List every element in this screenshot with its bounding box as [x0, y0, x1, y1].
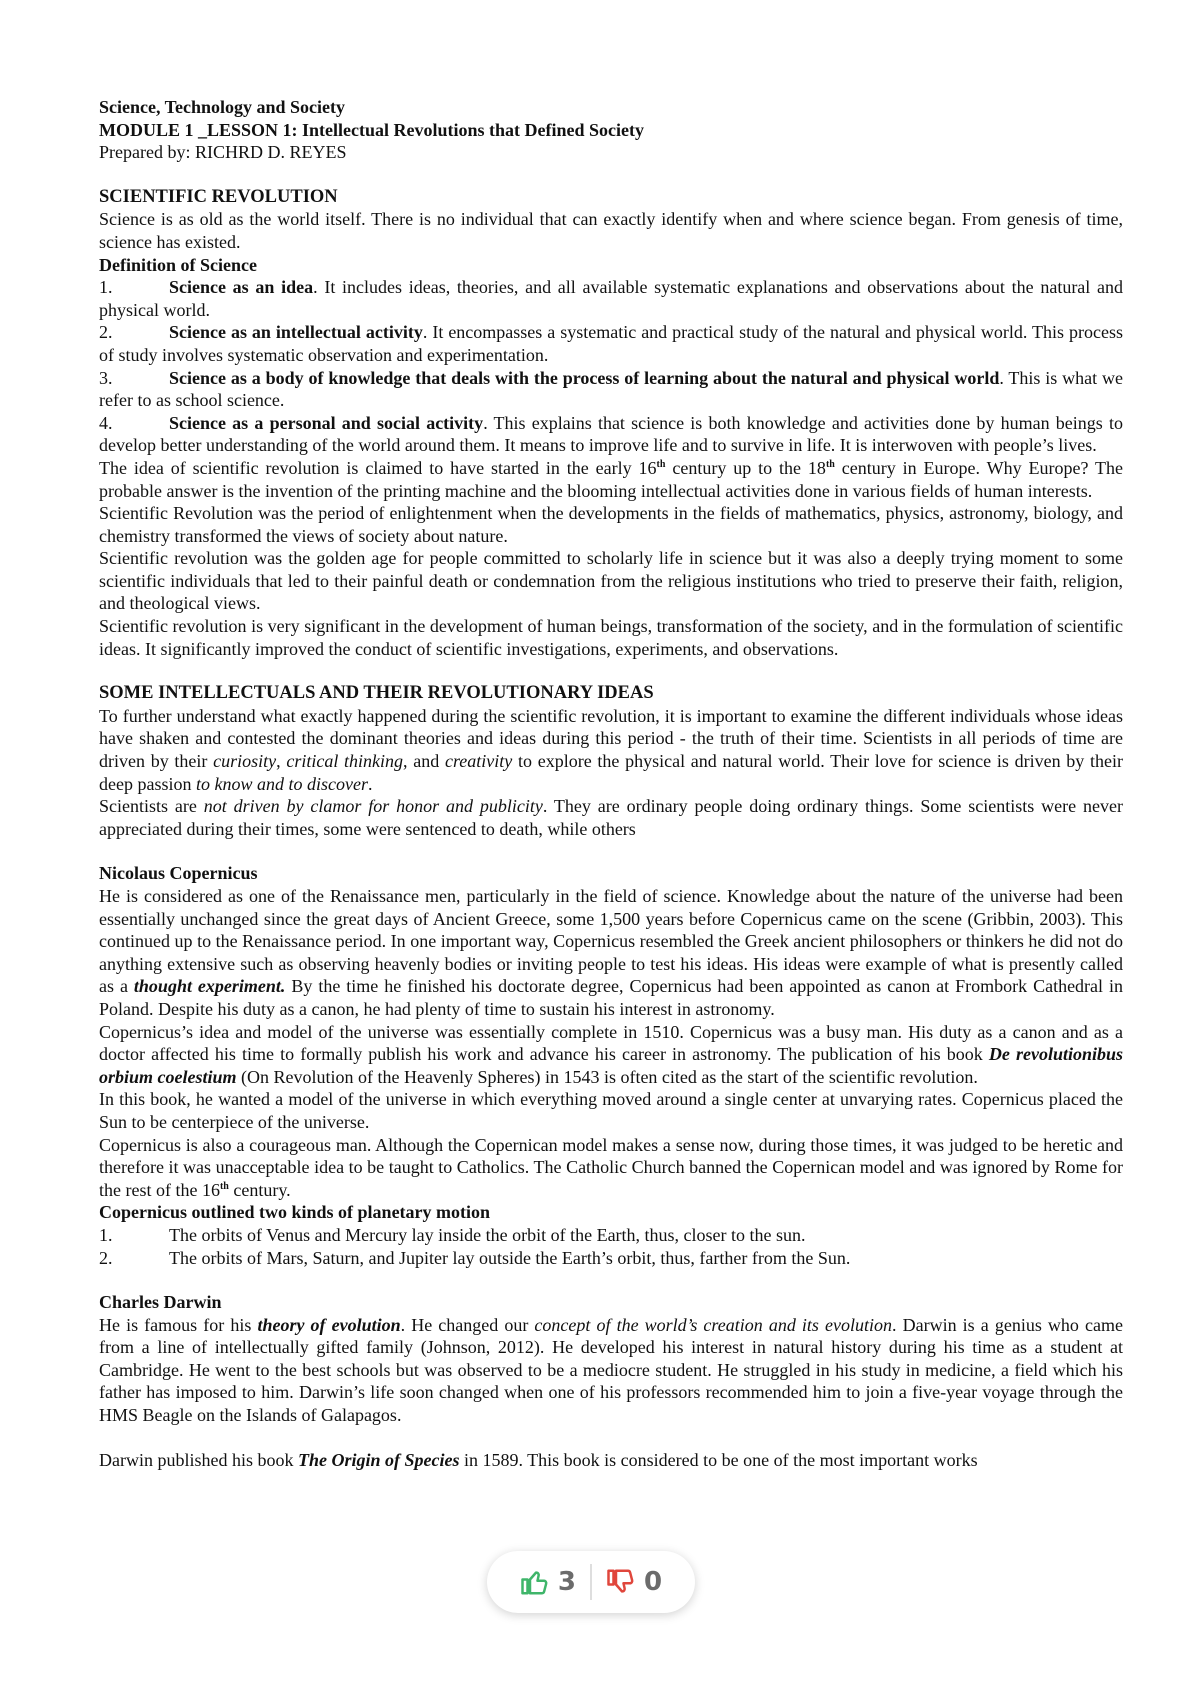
section-title-intellectuals: SOME INTELLECTUALS AND THEIR REVOLUTIONARY IDEAS	[99, 683, 654, 704]
definition-item: 1. Science as an idea. It includes ideas, theories, and all available systematic explanations and observations about the natural and physical world.	[99, 277, 1123, 320]
downvote-count: 0	[644, 1567, 663, 1597]
subsection-title-darwin: Charles Darwin	[99, 1292, 222, 1313]
upvote-count: 3	[557, 1567, 576, 1597]
paragraph: Scientific revolution was the golden age for people committed to scholarly life in science but it was also a deeply trying moment to some scientific individuals that led to their painful death or condemnation from the religious institutions who tried to preserve their faith, religion, and theological views.	[99, 548, 1123, 614]
paragraph: Scientists are not driven by clamor for honor and publicity. They are ordinary people doing ordinary things. Some scientists were never appreciated during their times, some were sentenced to death, while others	[99, 796, 1123, 839]
thumbs-up-icon	[520, 1567, 550, 1597]
paragraph: Darwin published his book The Origin of Species in 1589. This book is considered to be one of the most important works	[99, 1449, 978, 1470]
module-title: MODULE 1 _LESSON 1: Intellectual Revolutions that Defined Society	[99, 119, 645, 140]
paragraph: Copernicus is also a courageous man. Although the Copernican model makes a sense now, during those times, it was judged to be heretic and therefore it was unacceptable idea to be taught to Catholics. The Catholic Church banned the Copernican model and was ignored by Rome for the rest of the 16th century.	[99, 1134, 1123, 1200]
thumbs-down-icon	[606, 1567, 636, 1597]
upvote-button[interactable]	[506, 1567, 590, 1597]
paragraph: Copernicus’s idea and model of the universe was essentially complete in 1510. Copernicus was a busy man. His duty as a canon and as a doctor affected his time to formally publish his work and advance his career in astronomy. The publication of his book De revolutionibus orbium coelestium (On Revolution of the Heavenly Spheres) in 1543 is often cited as the start of the scientific revolution.	[99, 1021, 1124, 1087]
motion-heading: Copernicus outlined two kinds of planetary motion	[99, 1202, 491, 1223]
section-title-scientific-revolution: SCIENTIFIC REVOLUTION	[99, 186, 338, 207]
definition-item: 4. Science as a personal and social activity. This explains that science is both knowledge and activities done by human beings to develop better understanding of the world around them. It means to improve life and to survive in life. It is interwoven with people’s lives.	[99, 412, 1123, 456]
paragraph: He is considered as one of the Renaissance men, particularly in the field of science. Knowledge about the nature of the universe had been essentially unchanged since the great days of Ancient Greece, some 1,500 years before Copernicus came on the scene (Gribbin, 2003). This continued up to the Renaissance period. In one important way, Copernicus resembled the Greek ancient philosophers or thinkers he did not do anything extensive such as observing heavenly bodies or inviting people to test his ideas. His ideas were example of what is presently called as a thought experiment. By the time he finished his doctorate degree, Copernicus had been appointed as canon at Frombork Cathedral in Poland. Despite his duty as a canon, he had plenty of time to sustain his interest in astronomy.	[99, 886, 1124, 1019]
vote-widget	[487, 1551, 695, 1613]
definition-heading: Definition of Science	[99, 254, 257, 275]
paragraph: Scientific revolution is very significant in the development of human beings, transformation of the society, and in the formulation of scientific ideas. It significantly improved the conduct of scientific investigations, experiments, and observations.	[99, 616, 1123, 659]
paragraph: In this book, he wanted a model of the universe in which everything moved around a single center at unvarying rates. Copernicus placed the Sun to be centerpiece of the universe.	[99, 1089, 1123, 1132]
definition-item: 2. Science as an intellectual activity. It encompasses a systematic and practical study of the natural and physical world. This process of study involves systematic observation and experimentation.	[99, 322, 1123, 365]
paragraph: Scientific Revolution was the period of enlightenment when the developments in the fields of mathematics, physics, astronomy, biology, and chemistry transformed the views of society about nature.	[99, 503, 1123, 546]
paragraph: He is famous for his theory of evolution. He changed our concept of the world’s creation and its evolution. Darwin is a genius who came from a line of intellectually gifted family (Johnson, 2012). He developed his interest in natural history during his time as a student at Cambridge. He went to the best schools but was observed to be a mediocre student. He struggled in his study in medicine, a field which his father has imposed to him. Darwin’s life soon changed when one of his professors recommended him to join a five-year voyage through the HMS Beagle on the Islands of Galapagos.	[99, 1314, 1123, 1426]
definition-item: 3. Science as a body of knowledge that deals with the process of learning about the natural and physical world. This is what we refer to as school science.	[99, 367, 1123, 411]
paragraph: To further understand what exactly happened during the scientific revolution, it is important to examine the different individuals whose ideas have shaken and contested the dominant theories and ideas during this period - the truth of their time. Scientists in all periods of time are driven by their curiosity, critical thinking, and creativity to explore the physical and natural world. Their love for science is driven by their deep passion to know and to discover.	[99, 705, 1123, 794]
paragraph: Science is as old as the world itself. There is no individual that can exactly identify when and where science began. From genesis of time, science has existed.	[99, 209, 1123, 252]
subsection-title-copernicus: Nicolaus Copernicus	[99, 863, 258, 884]
document-page	[99, 96, 1123, 1471]
motion-item: 1. The orbits of Venus and Mercury lay inside the orbit of the Earth, thus, closer to the sun.	[99, 1224, 806, 1245]
downvote-button[interactable]	[592, 1567, 676, 1597]
prepared-by: Prepared by: RICHRD D. REYES	[99, 142, 347, 163]
motion-item: 2. The orbits of Mars, Saturn, and Jupiter lay outside the Earth’s orbit, thus, farther from the Sun.	[99, 1247, 851, 1268]
paragraph: The idea of scientific revolution is claimed to have started in the early 16th century up to the 18th century in Europe. Why Europe? The probable answer is the invention of the printing machine and the blooming intellectual activities done in various fields of human interests.	[99, 457, 1123, 501]
course-title: Science, Technology and Society	[99, 97, 346, 117]
